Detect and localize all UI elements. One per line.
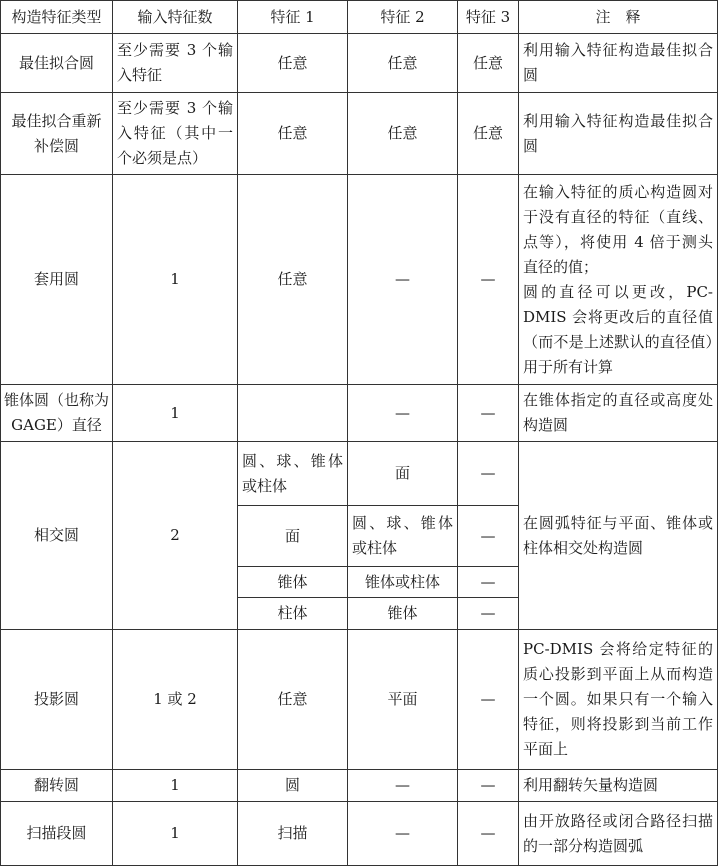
cell-feature-1: 扫描 [238,802,348,866]
cell-note: 利用翻转矢量构造圆 [519,770,718,802]
cell-feature-1 [238,385,348,442]
cell-feature-3: — [458,770,519,802]
cell-feature-2: 圆、球、锥体或柱体 [348,506,458,567]
cell-feature-1: 锥体 [238,567,348,598]
cell-feature-3: — [458,442,519,506]
cell-feature-1: 任意 [238,630,348,770]
cell-count: 2 [113,442,238,630]
cell-feature-2: 平面 [348,630,458,770]
cell-feature-3: — [458,567,519,598]
cell-feature-3: — [458,630,519,770]
cell-count: 至少需要 3 个输入特征（其中一个必须是点） [113,93,238,175]
table-row [1,34,718,93]
cell-feature-3: — [458,385,519,442]
header-feature-2: 特征 2 [348,1,458,34]
cell-note: 在圆弧特征与平面、锥体或柱体相交处构造圆 [519,442,718,630]
cell-feature-2: 任意 [348,34,458,93]
cell-feature-1: 任意 [238,93,348,175]
table-row [1,802,718,866]
cell-type: 扫描段圆 [1,802,113,866]
cell-feature-2: — [348,385,458,442]
note-paragraph: 圆的直径可以更改，PC-DMIS 会将更改后的直径值（而不是上述默认的直径值）用于所有计算 [523,282,713,376]
cell-type: 翻转圆 [1,770,113,802]
table-header-row [1,1,718,34]
cell-type: 锥体圆（也称为GAGE）直径 [1,385,113,442]
cell-type: 最佳拟合圆 [1,34,113,93]
cell-feature-2: 锥体 [348,598,458,630]
cell-count: 至少需要 3 个输入特征 [113,34,238,93]
cell-feature-1: 柱体 [238,598,348,630]
cell-count: 1 [113,802,238,866]
cell-feature-1: 任意 [238,34,348,93]
cell-type: 投影圆 [1,630,113,770]
table-row [1,770,718,802]
header-type: 构造特征类型 [1,1,113,34]
cell-feature-3: 任意 [458,93,519,175]
cell-type: 最佳拟合重新补偿圆 [1,93,113,175]
cell-note: 在锥体指定的直径或高度处构造圆 [519,385,718,442]
header-count: 输入特征数 [113,1,238,34]
cell-feature-2: — [348,175,458,385]
cell-type: 相交圆 [1,442,113,630]
cell-note [519,175,718,385]
table-row [1,630,718,770]
table-row [1,93,718,175]
cell-feature-2: 锥体或柱体 [348,567,458,598]
cell-feature-2: 任意 [348,93,458,175]
cell-feature-2: 面 [348,442,458,506]
header-feature-1: 特征 1 [238,1,348,34]
table-row [1,442,718,506]
cell-feature-3: — [458,175,519,385]
cell-note: PC-DMIS 会将给定特征的质心投影到平面上从而构造一个圆。如果只有一个输入特征，则将投影到当前工作平面上 [519,630,718,770]
cell-feature-2: — [348,802,458,866]
header-note: 注 释 [519,1,718,34]
table-row [1,175,718,385]
cell-feature-3: — [458,802,519,866]
cell-count: 1 [113,770,238,802]
cell-feature-3: — [458,598,519,630]
note-paragraph: 在输入特征的质心构造圆对于没有直径的特征（直线、点等），将使用 4 倍于测头直径的值； [523,182,713,276]
cell-note: 利用输入特征构造最佳拟合圆 [519,93,718,175]
cell-count: 1 [113,175,238,385]
cell-feature-3: 任意 [458,34,519,93]
cell-feature-3: — [458,506,519,567]
cell-feature-1: 圆 [238,770,348,802]
cell-feature-1: 圆、球、锥体或柱体 [238,442,348,506]
cell-feature-1: 任意 [238,175,348,385]
cell-count: 1 或 2 [113,630,238,770]
cell-type: 套用圆 [1,175,113,385]
cell-feature-1: 面 [238,506,348,567]
cell-count: 1 [113,385,238,442]
header-feature-3: 特征 3 [458,1,519,34]
cell-feature-2: — [348,770,458,802]
table-row [1,385,718,442]
cell-note: 由开放路径或闭合路径扫描的一部分构造圆弧 [519,802,718,866]
cell-note: 利用输入特征构造最佳拟合圆 [519,34,718,93]
